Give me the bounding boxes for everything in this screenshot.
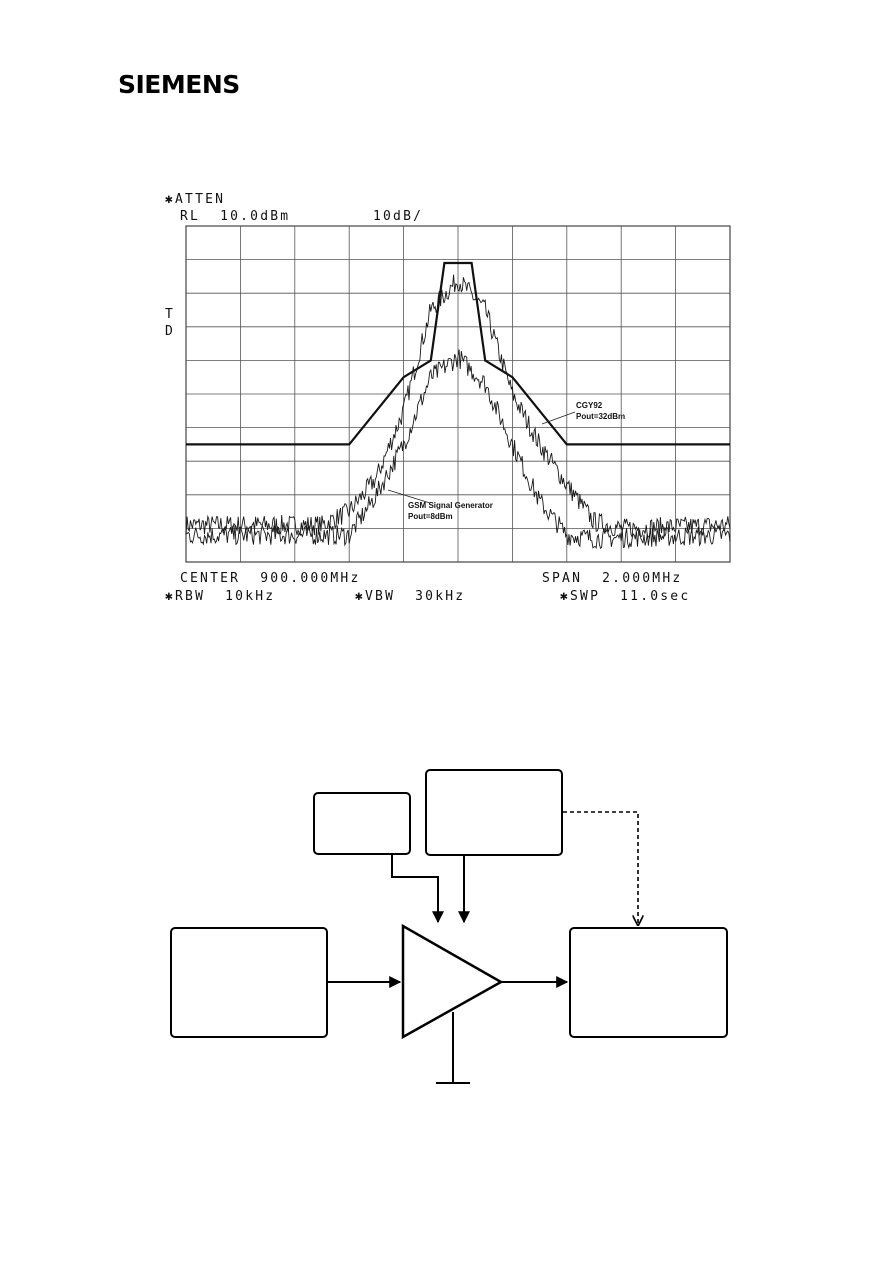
- center-freq-label: CENTER 900.000MHz: [180, 571, 361, 586]
- scale-label: 10dB/: [373, 209, 424, 224]
- vbw-label: ✱VBW 30kHz: [355, 589, 466, 604]
- control-voltage-box: [314, 793, 410, 854]
- siemens-logo: SIEMENS: [118, 70, 240, 99]
- sweep-label: ✱SWP 11.0sec: [560, 589, 691, 604]
- ref-level-label: RL 10.0dBm: [180, 209, 291, 224]
- rbw-label: ✱RBW 10kHz: [165, 589, 276, 604]
- power-supply-box: [426, 770, 562, 855]
- atten-label: ✱ATTEN: [165, 192, 226, 207]
- control-voltage-arrow: [392, 855, 438, 922]
- trigger-dashed-arrow: [563, 812, 638, 925]
- span-label: SPAN 2.000MHz: [542, 571, 683, 586]
- cgy92-name: CGY92: [576, 401, 603, 410]
- marker-d-label: D: [165, 324, 176, 339]
- generator-name: GSM Signal Generator: [408, 501, 493, 510]
- marker-t-label: T: [165, 307, 176, 322]
- spectrum-analyzer-box: [570, 928, 727, 1037]
- signal-generator-box: [171, 928, 327, 1037]
- generator-pout: Pout=8dBm: [408, 512, 453, 521]
- cgy92-pout: Pout=32dBm: [576, 412, 626, 421]
